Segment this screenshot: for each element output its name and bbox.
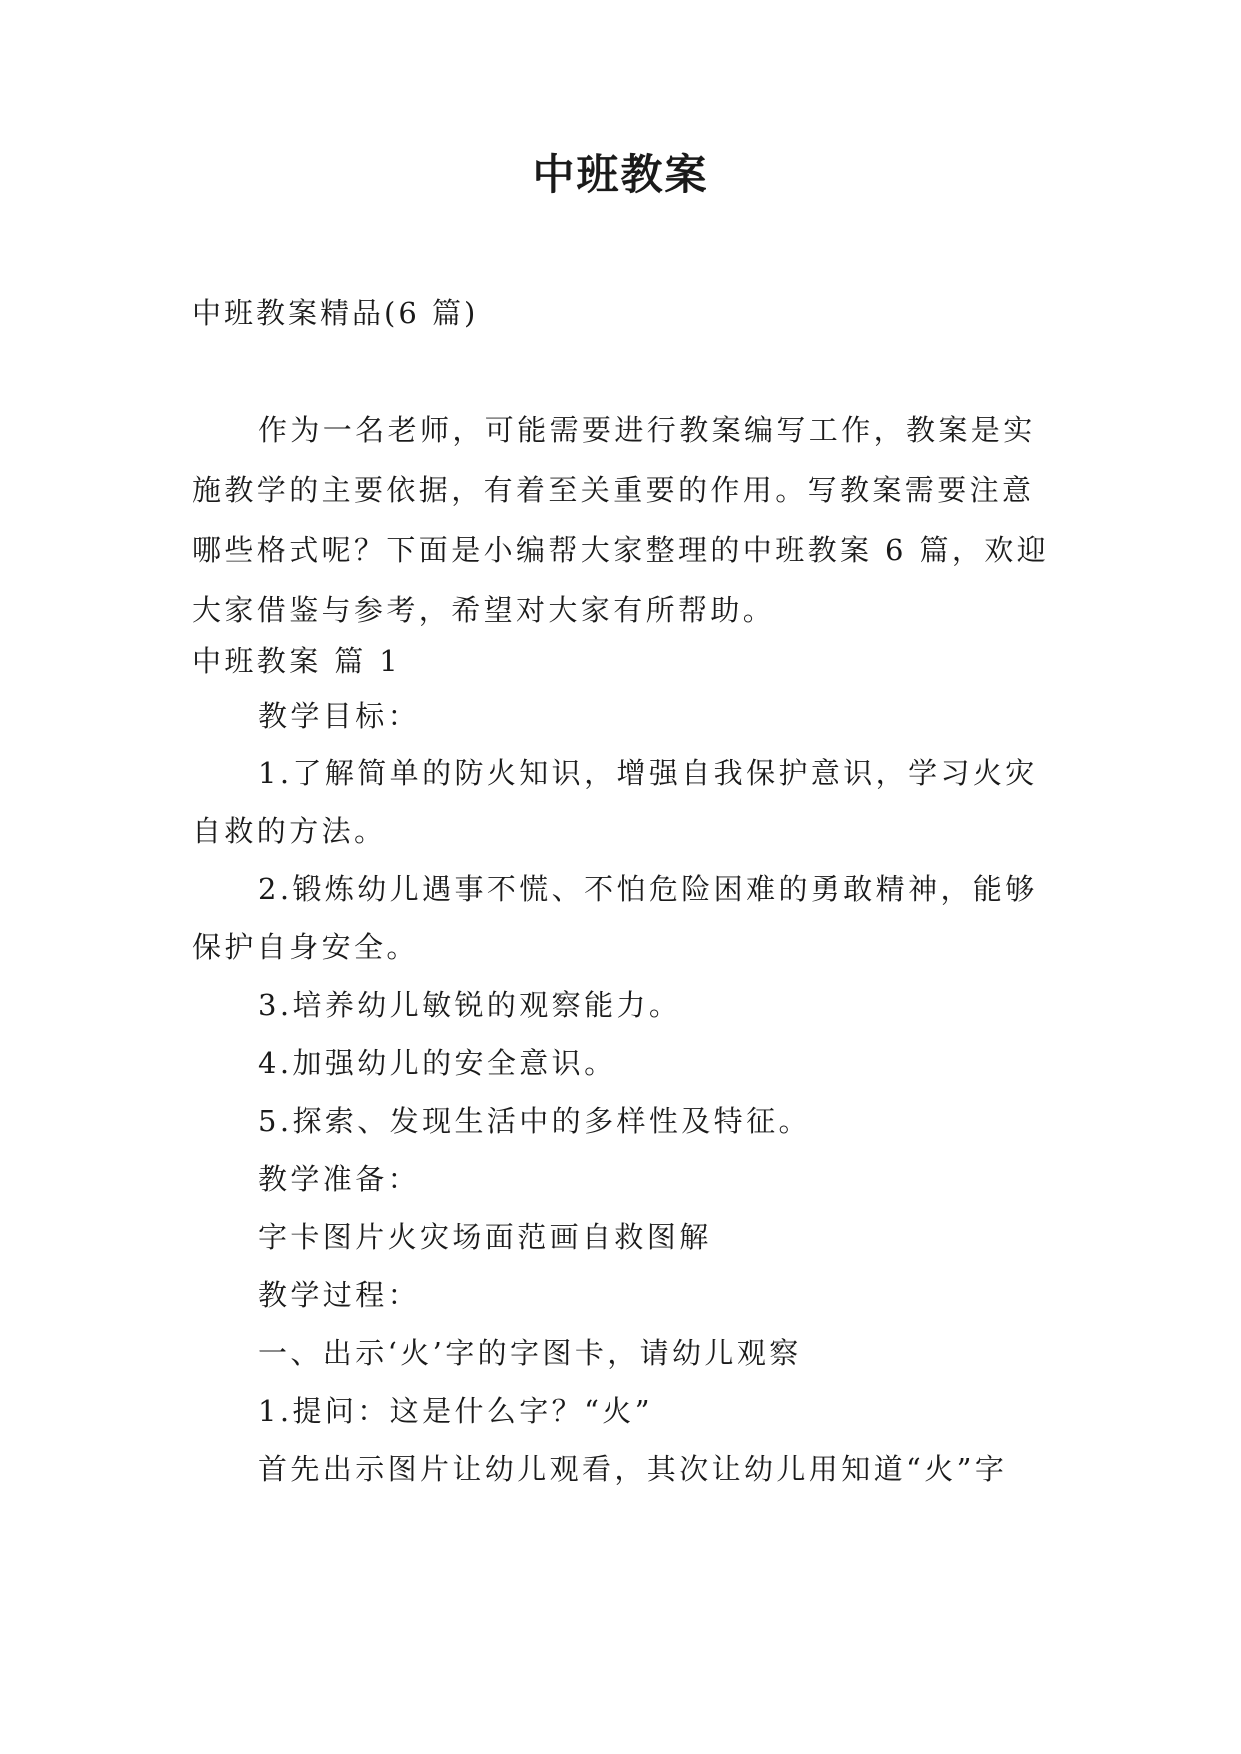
document-title: 中班教案 xyxy=(532,150,709,199)
prep-label: 教学准备： xyxy=(258,1162,421,1196)
goal-item-1: 1.了解简单的防火知识，增强自我保护意识，学习火灾自救的方法。 xyxy=(192,756,1038,848)
goal-item-5: 5.探索、发现生活中的多样性及特征。 xyxy=(258,1104,811,1138)
process-step-1-text: 首先出示图片让幼儿观看，其次让幼儿用知道“火”字 xyxy=(258,1452,1008,1486)
process-step-1-question: 1.提问：这是什么字？“火” xyxy=(258,1394,653,1428)
goals-label: 教学目标： xyxy=(258,699,421,733)
prep-items: 字卡图片火灾场面范画自救图解 xyxy=(258,1220,712,1254)
intro-paragraph: 作为一名老师，可能需要进行教案编写工作，教案是实施教学的主要依据，有着至关重要的作用。写教案需要注意哪些格式呢？下面是小编帮大家整理的中班教案 6 篇，欢迎大家借鉴与参考，希望对大家有所帮助。 xyxy=(192,413,1050,627)
process-step-1: 一、出示‘火’字的字图卡，请幼儿观察 xyxy=(258,1336,802,1370)
goal-item-4: 4.加强幼儿的安全意识。 xyxy=(258,1046,617,1080)
process-label: 教学过程： xyxy=(258,1278,421,1312)
goal-item-2: 2.锻炼幼儿遇事不慌、不怕危险困难的勇敢精神，能够保护自身安全。 xyxy=(192,872,1038,964)
section-heading: 中班教案 篇 1 xyxy=(192,644,402,678)
goal-item-3: 3.培养幼儿敏锐的观察能力。 xyxy=(258,988,682,1022)
document-subtitle: 中班教案精品(6 篇) xyxy=(192,296,479,330)
